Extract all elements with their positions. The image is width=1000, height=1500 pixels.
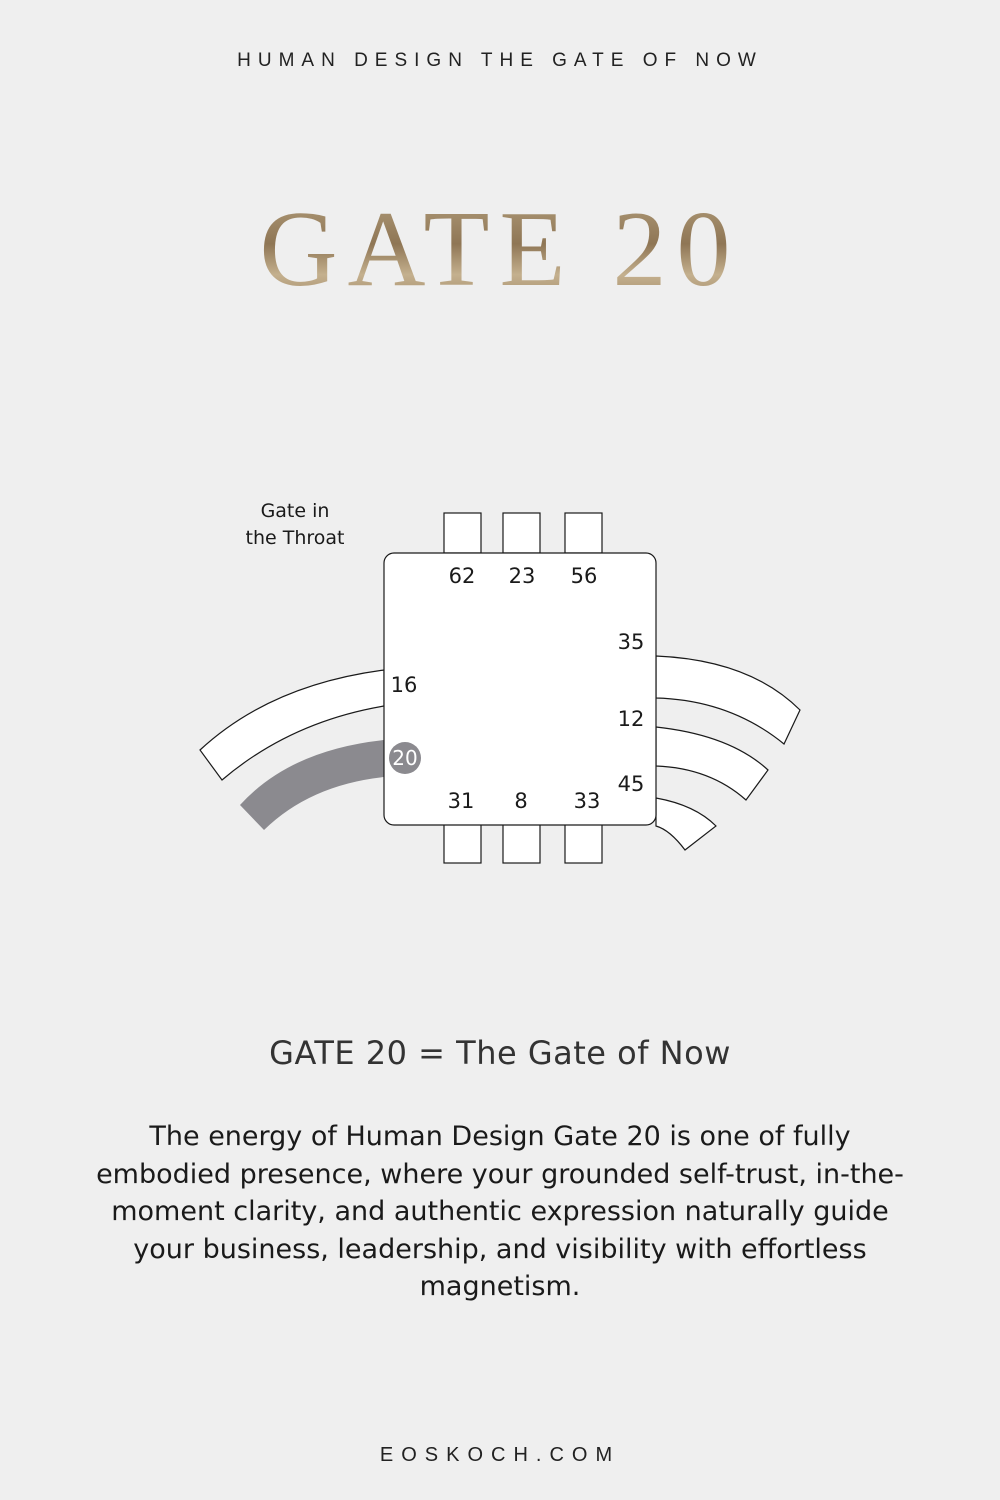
channel-stub-bottom-8: [503, 824, 540, 863]
eyebrow-heading: HUMAN DESIGN THE GATE OF NOW: [237, 50, 763, 71]
gate-label: 35: [617, 630, 645, 654]
gate-label: 56: [570, 564, 598, 588]
gate-label: 62: [448, 564, 476, 588]
gate-label: 45: [617, 772, 645, 796]
gate-label: 31: [447, 789, 475, 813]
channel-left-active: [240, 740, 384, 830]
channel-stub-bottom-33: [565, 824, 602, 863]
throat-center: [384, 553, 656, 825]
center-label-line-1: Gate in: [260, 500, 330, 522]
gate-label: 8: [514, 789, 528, 813]
channel-right-lower: [656, 798, 716, 850]
gate-subheading: GATE 20 = The Gate of Now: [269, 1034, 731, 1072]
channel-right-middle: [656, 727, 768, 800]
gate-label: 16: [390, 673, 418, 697]
gate-label: 12: [617, 707, 645, 731]
channel-stub-bottom-31: [444, 824, 481, 863]
gate-label: 23: [508, 564, 536, 588]
gate-description: The energy of Human Design Gate 20 is one of fully embodied presence, where your grounded self-trust, in-the-moment clarity, and authentic expression naturally guide your business, leadership, and visibility with effortless magnetism.: [96, 1121, 904, 1302]
channel-stub-top-23: [503, 513, 540, 553]
throat-center-diagram: [0, 490, 1000, 890]
channel-stub-top-56: [565, 513, 602, 553]
center-label-line-2: the Throat: [245, 527, 345, 549]
channel-stub-top-62: [444, 513, 481, 553]
footer-site-link[interactable]: EOSKOCH.COM: [379, 1444, 621, 1466]
active-gate-label: 20: [392, 746, 418, 770]
gate-label: 33: [573, 789, 601, 813]
page-title: GATE 20: [0, 188, 1000, 312]
